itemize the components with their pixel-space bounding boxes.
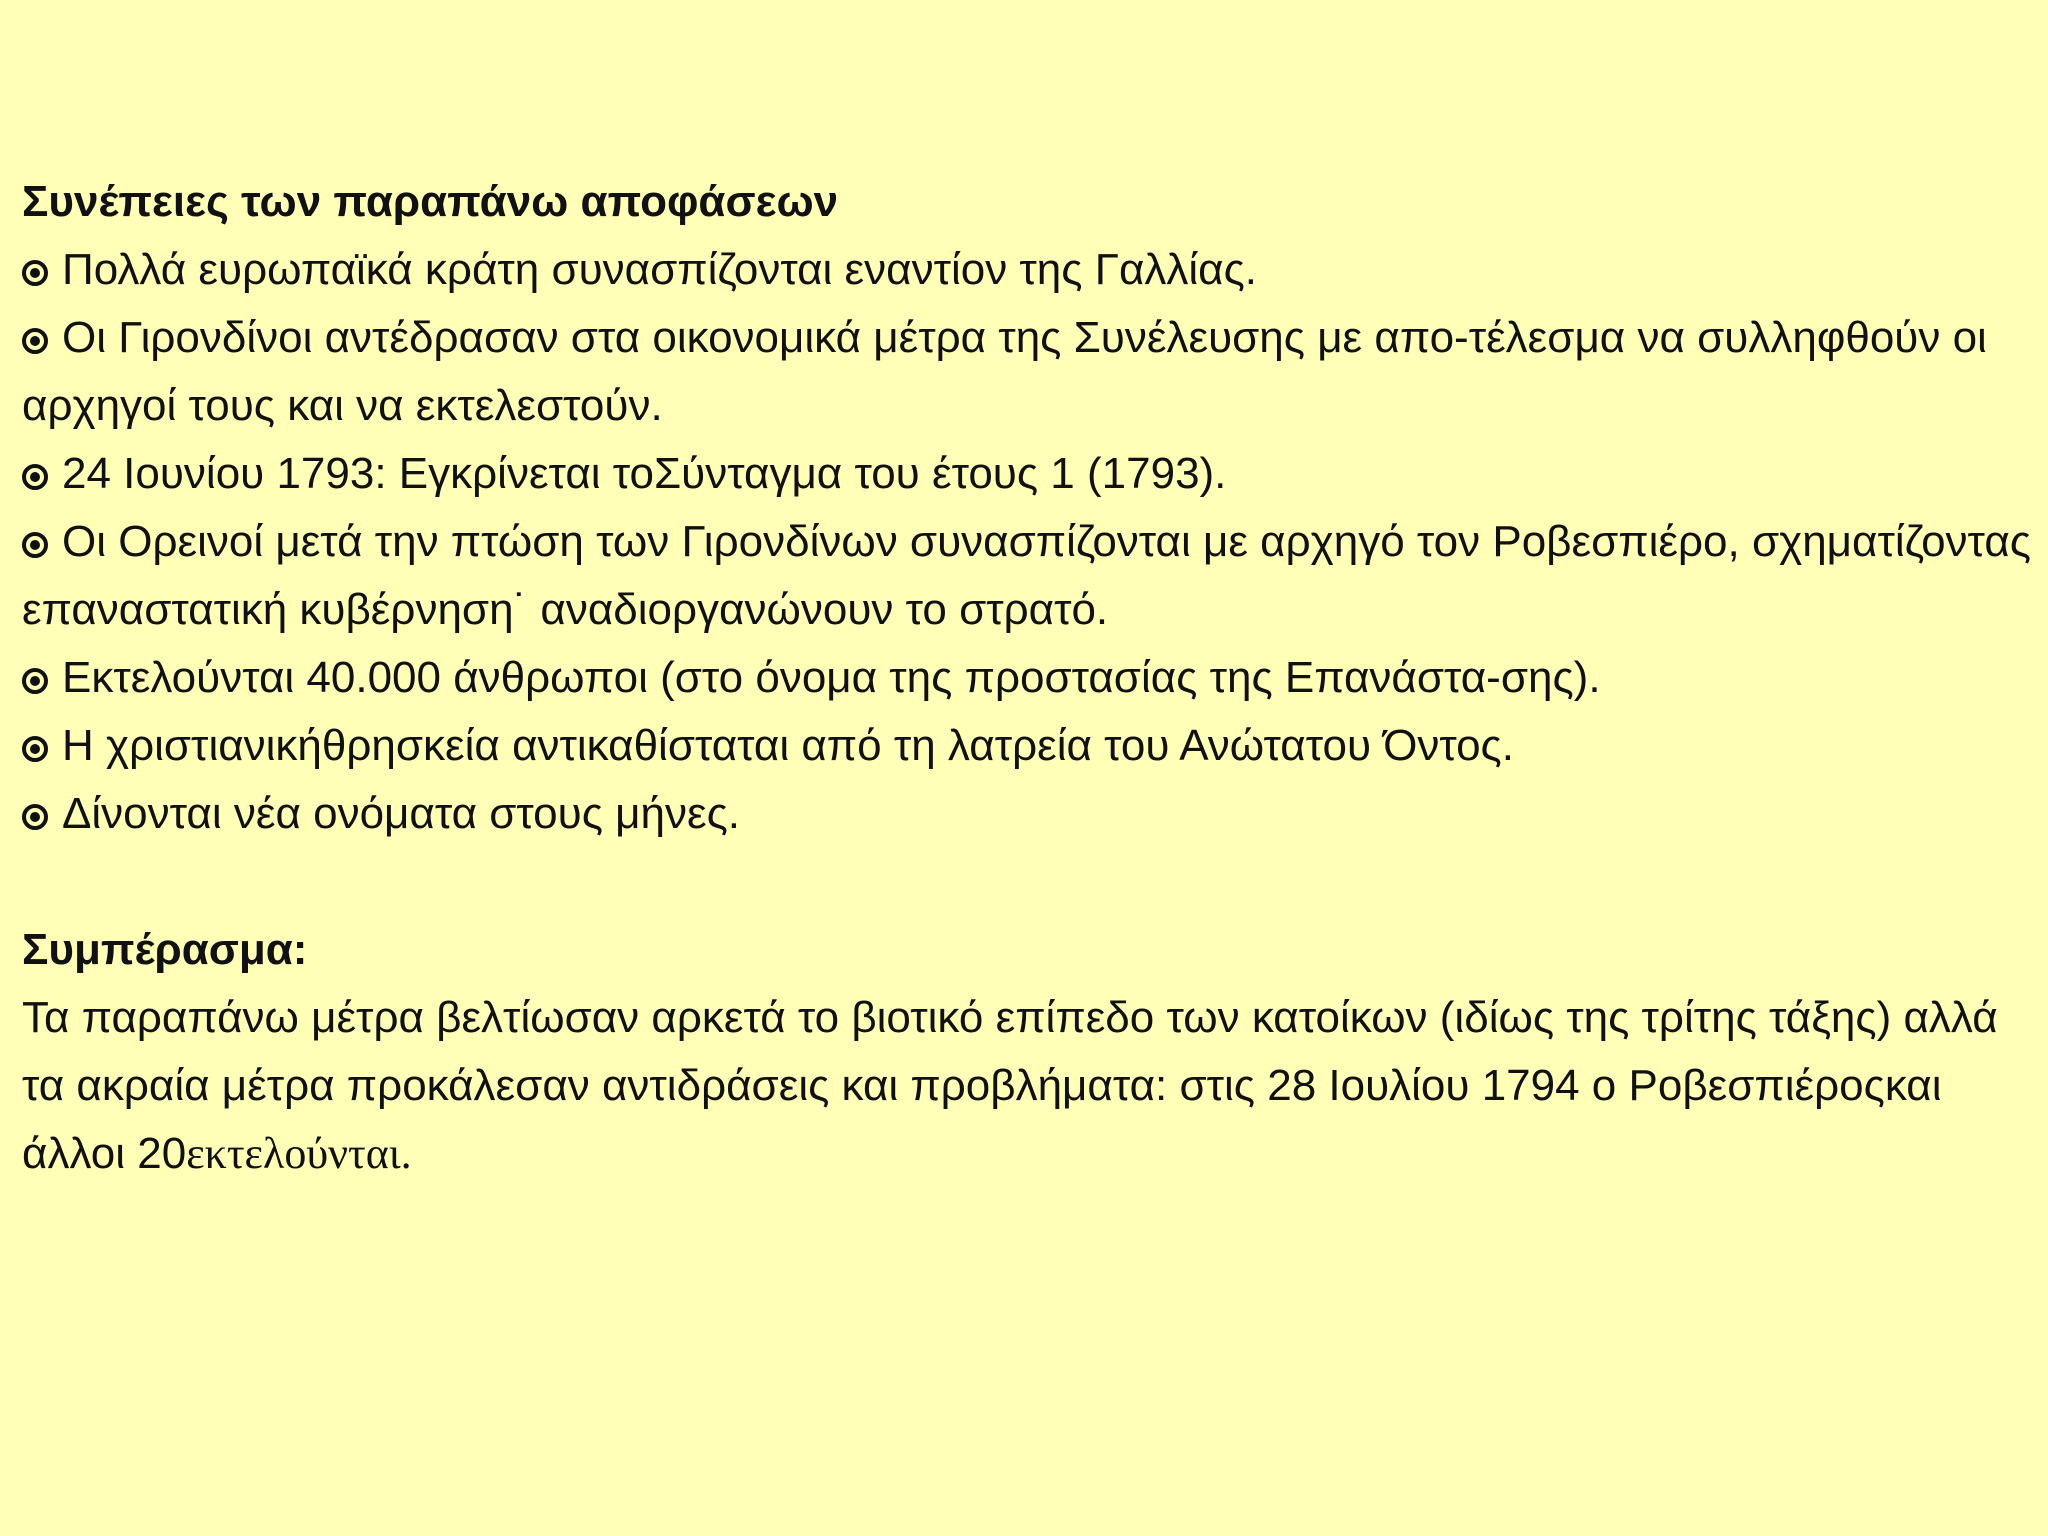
bullet-item bbox=[22, 780, 2032, 848]
bullet-text: Η χριστιανικήθρησκεία αντικαθίσταται από τη λατρεία του Ανώτατου Όντος. bbox=[62, 721, 1514, 770]
bullet-item bbox=[22, 236, 2032, 304]
consequences-list bbox=[22, 236, 2032, 848]
bullet-text: Οι Ορεινοί μετά την πτώση των Γιρονδίνων συνασπίζονται με αρχηγό τον Ροβεσπιέρο, σχηματίζοντας επαναστατική κυβέρνηση˙ αναδιοργανώνουν το στρατό. bbox=[22, 517, 2031, 634]
bullet-text: Δίνονται νέα ονόματα στους μήνες. bbox=[62, 789, 741, 838]
fisheye-bullet-icon bbox=[22, 532, 48, 558]
bullet-text: Πολλά ευρωπαϊκά κράτη συνασπίζονται εναντίον της Γαλλίας. bbox=[62, 245, 1258, 294]
bullet-item bbox=[22, 508, 2032, 644]
section-gap bbox=[22, 848, 2032, 916]
bullet-text: Εκτελούνται 40.000 άνθρωποι (στο όνομα της προστασίας της Επανάστα-σης). bbox=[62, 653, 1601, 702]
bullet-item bbox=[22, 712, 2032, 780]
bullet-item bbox=[22, 440, 2032, 508]
bullet-item bbox=[22, 304, 2032, 440]
conclusion-paragraph bbox=[22, 984, 2032, 1188]
fisheye-bullet-icon bbox=[22, 464, 48, 490]
fisheye-bullet-icon bbox=[22, 736, 48, 762]
bullet-text: Οι Γιρονδίνοι αντέδρασαν στα οικονομικά μέτρα της Συνέλευσης με απο-τέλεσμα να συλληφθούν οι αρχηγοί τους και να εκτελεστούν. bbox=[22, 313, 1987, 430]
conclusion-heading: Συμπέρασμα: bbox=[22, 925, 308, 974]
fisheye-bullet-icon bbox=[22, 328, 48, 354]
bullet-item bbox=[22, 644, 2032, 712]
fisheye-bullet-icon bbox=[22, 260, 48, 286]
fisheye-bullet-icon bbox=[22, 804, 48, 830]
conclusion-text: Τα παραπάνω μέτρα βελτίωσαν αρκετά το βιοτικό επίπεδο των κατοίκων (ιδίως της τρίτης τάξης) αλλά τα ακραία μέτρα προκάλεσαν αντιδράσεις και προβλήματα: στις 28 Ιουλίου 1794 ο Ροβεσπιέροςκαι άλλοι 20 bbox=[22, 993, 1998, 1178]
slide-content bbox=[22, 168, 2032, 1188]
consequences-heading: Συνέπειες των παραπάνω αποφάσεων bbox=[22, 177, 839, 226]
conclusion-tail: εκτελούνται. bbox=[186, 1129, 412, 1178]
fisheye-bullet-icon bbox=[22, 668, 48, 694]
bullet-text: 24 Ιουνίου 1793: Εγκρίνεται τοΣύνταγμα του έτους 1 (1793). bbox=[62, 449, 1227, 498]
